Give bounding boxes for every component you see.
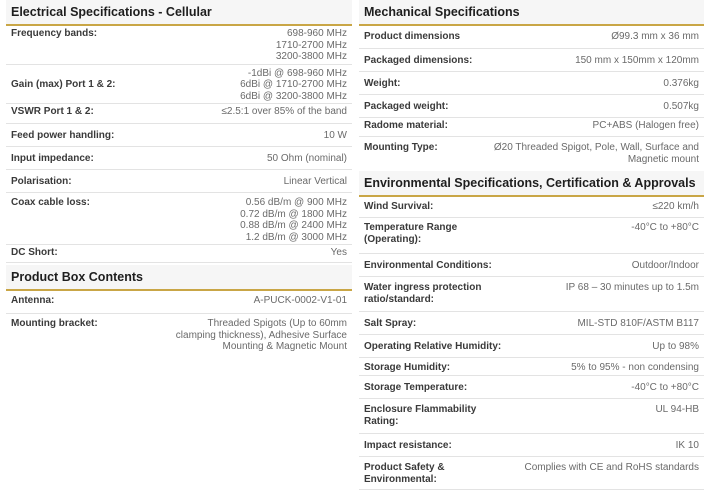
spec-value: Linear Vertical	[283, 176, 347, 187]
spec-value: -1dBi @ 698-960 MHz 6dBi @ 1710-2700 MHz 6dBi @ 3200-3800 MHz	[240, 67, 347, 102]
spec-label: Feed power handling:	[11, 130, 115, 141]
spec-value: 0.376kg	[663, 78, 699, 89]
spec-row-operating-humidity	[359, 335, 704, 358]
spec-row-radome-material	[359, 118, 704, 137]
spec-value: Ø99.3 mm x 36 mm	[611, 31, 699, 42]
spec-label: Frequency bands:	[11, 28, 98, 39]
spec-label: Polarisation:	[11, 176, 72, 187]
spec-value: 50 Ohm (nominal)	[266, 153, 347, 164]
spec-value: PC+ABS (Halogen free)	[592, 120, 699, 131]
spec-row-vswr	[6, 104, 352, 124]
spec-row-weight	[359, 72, 704, 95]
spec-row-feed-power	[6, 124, 352, 147]
spec-row-antenna	[6, 291, 352, 314]
spec-value: IK 10	[675, 440, 699, 451]
spec-value: 0.507kg	[663, 101, 699, 112]
spec-label: Product Safety & Environmental:	[364, 462, 445, 485]
spec-row-coax-loss	[6, 193, 352, 245]
spec-value: Threaded Spigots (Up to 60mm clamping thickness), Adhesive Surface Mounting & Magnetic Mount	[175, 318, 347, 352]
spec-label: Radome material:	[364, 120, 448, 131]
spec-value: 5% to 95% - non condensing	[571, 362, 699, 373]
spec-value: Complies with CE and RoHS standards	[524, 462, 699, 473]
environmental-specs-title: Environmental Specifications, Certification & Approvals	[359, 171, 704, 197]
spec-label: Impact resistance:	[364, 440, 452, 451]
spec-value: Outdoor/Indoor	[631, 260, 699, 271]
spec-row-packaged-dimensions	[359, 49, 704, 72]
spec-value: Yes	[330, 247, 347, 258]
spec-row-mounting-type	[359, 137, 704, 167]
left-column	[6, 0, 352, 356]
spec-label: Operating Relative Humidity:	[364, 341, 502, 352]
spec-row-mounting-bracket	[6, 314, 352, 356]
spec-value: MIL-STD 810F/ASTM B117	[577, 318, 699, 329]
spec-label: Weight:	[364, 78, 401, 89]
spec-label: Input impedance:	[11, 153, 94, 164]
spec-row-salt-spray	[359, 312, 704, 335]
spec-label: Enclosure Flammability Rating:	[364, 404, 477, 427]
spec-value: 10 W	[323, 130, 347, 141]
spec-label: Temperature Range (Operating):	[364, 222, 458, 245]
spec-value: -40°C to +80°C	[631, 222, 699, 233]
spec-value: 150 mm x 150mm x 120mm	[575, 55, 699, 66]
spec-row-gain	[6, 65, 352, 104]
spec-row-environmental-conditions	[359, 254, 704, 277]
spec-value: -40°C to +80°C	[631, 382, 699, 393]
spec-row-input-impedance	[6, 147, 352, 170]
spec-label: Mounting bracket:	[11, 318, 98, 329]
spec-row-polarisation	[6, 170, 352, 193]
spec-row-frequency-bands	[6, 26, 352, 65]
spec-value: IP 68 – 30 minutes up to 1.5m	[565, 282, 699, 293]
spec-row-product-dimensions	[359, 26, 704, 49]
spec-row-impact-resistance	[359, 434, 704, 457]
spec-label: VSWR Port 1 & 2:	[11, 106, 94, 117]
electrical-specs-title: Electrical Specifications - Cellular	[6, 0, 352, 26]
spec-label: Water ingress protection ratio/standard:	[364, 282, 482, 305]
spec-row-water-ingress	[359, 277, 704, 312]
spec-row-flammability	[359, 399, 704, 434]
spec-row-product-safety	[359, 457, 704, 490]
spec-value: Ø20 Threaded Spigot, Pole, Wall, Surface and Magnetic mount	[493, 142, 699, 165]
spec-label: Packaged dimensions:	[364, 55, 473, 66]
spec-value: UL 94-HB	[655, 404, 699, 415]
spec-label: Antenna:	[11, 295, 55, 306]
spec-row-storage-humidity	[359, 358, 704, 376]
right-column	[359, 0, 704, 490]
spec-row-storage-temperature	[359, 376, 704, 399]
spec-value: 0.56 dB/m @ 900 MHz 0.72 dB/m @ 1800 MHz 0.88 dB/m @ 2400 MHz 1.2 dB/m @ 3000 MHz	[240, 197, 347, 243]
spec-label: Mounting Type:	[364, 142, 438, 153]
spec-label: Salt Spray:	[364, 318, 417, 329]
box-contents-title: Product Box Contents	[6, 265, 352, 291]
mechanical-specs-title: Mechanical Specifications	[359, 0, 704, 26]
spec-value: Up to 98%	[652, 341, 699, 352]
spec-label: Storage Humidity:	[364, 362, 451, 373]
spec-label: DC Short:	[11, 247, 58, 258]
spec-value: ≤2.5:1 over 85% of the band	[221, 106, 347, 117]
spec-row-packaged-weight	[359, 95, 704, 118]
spec-row-temperature-range	[359, 218, 704, 254]
spec-label: Product dimensions	[364, 31, 461, 42]
spec-label: Packaged weight:	[364, 101, 449, 112]
spec-label: Environmental Conditions:	[364, 260, 492, 271]
spec-label: Gain (max) Port 1 & 2:	[11, 79, 116, 91]
spec-label: Coax cable loss:	[11, 197, 90, 208]
spec-value: A-PUCK-0002-V1-01	[253, 295, 347, 306]
spec-value: ≤220 km/h	[652, 201, 699, 212]
spec-label: Wind Survival:	[364, 201, 434, 212]
spec-label: Storage Temperature:	[364, 382, 468, 393]
spec-value: 698-960 MHz 1710-2700 MHz 3200-3800 MHz	[275, 28, 347, 62]
spec-row-wind-survival	[359, 197, 704, 218]
spec-row-dc-short	[6, 245, 352, 263]
